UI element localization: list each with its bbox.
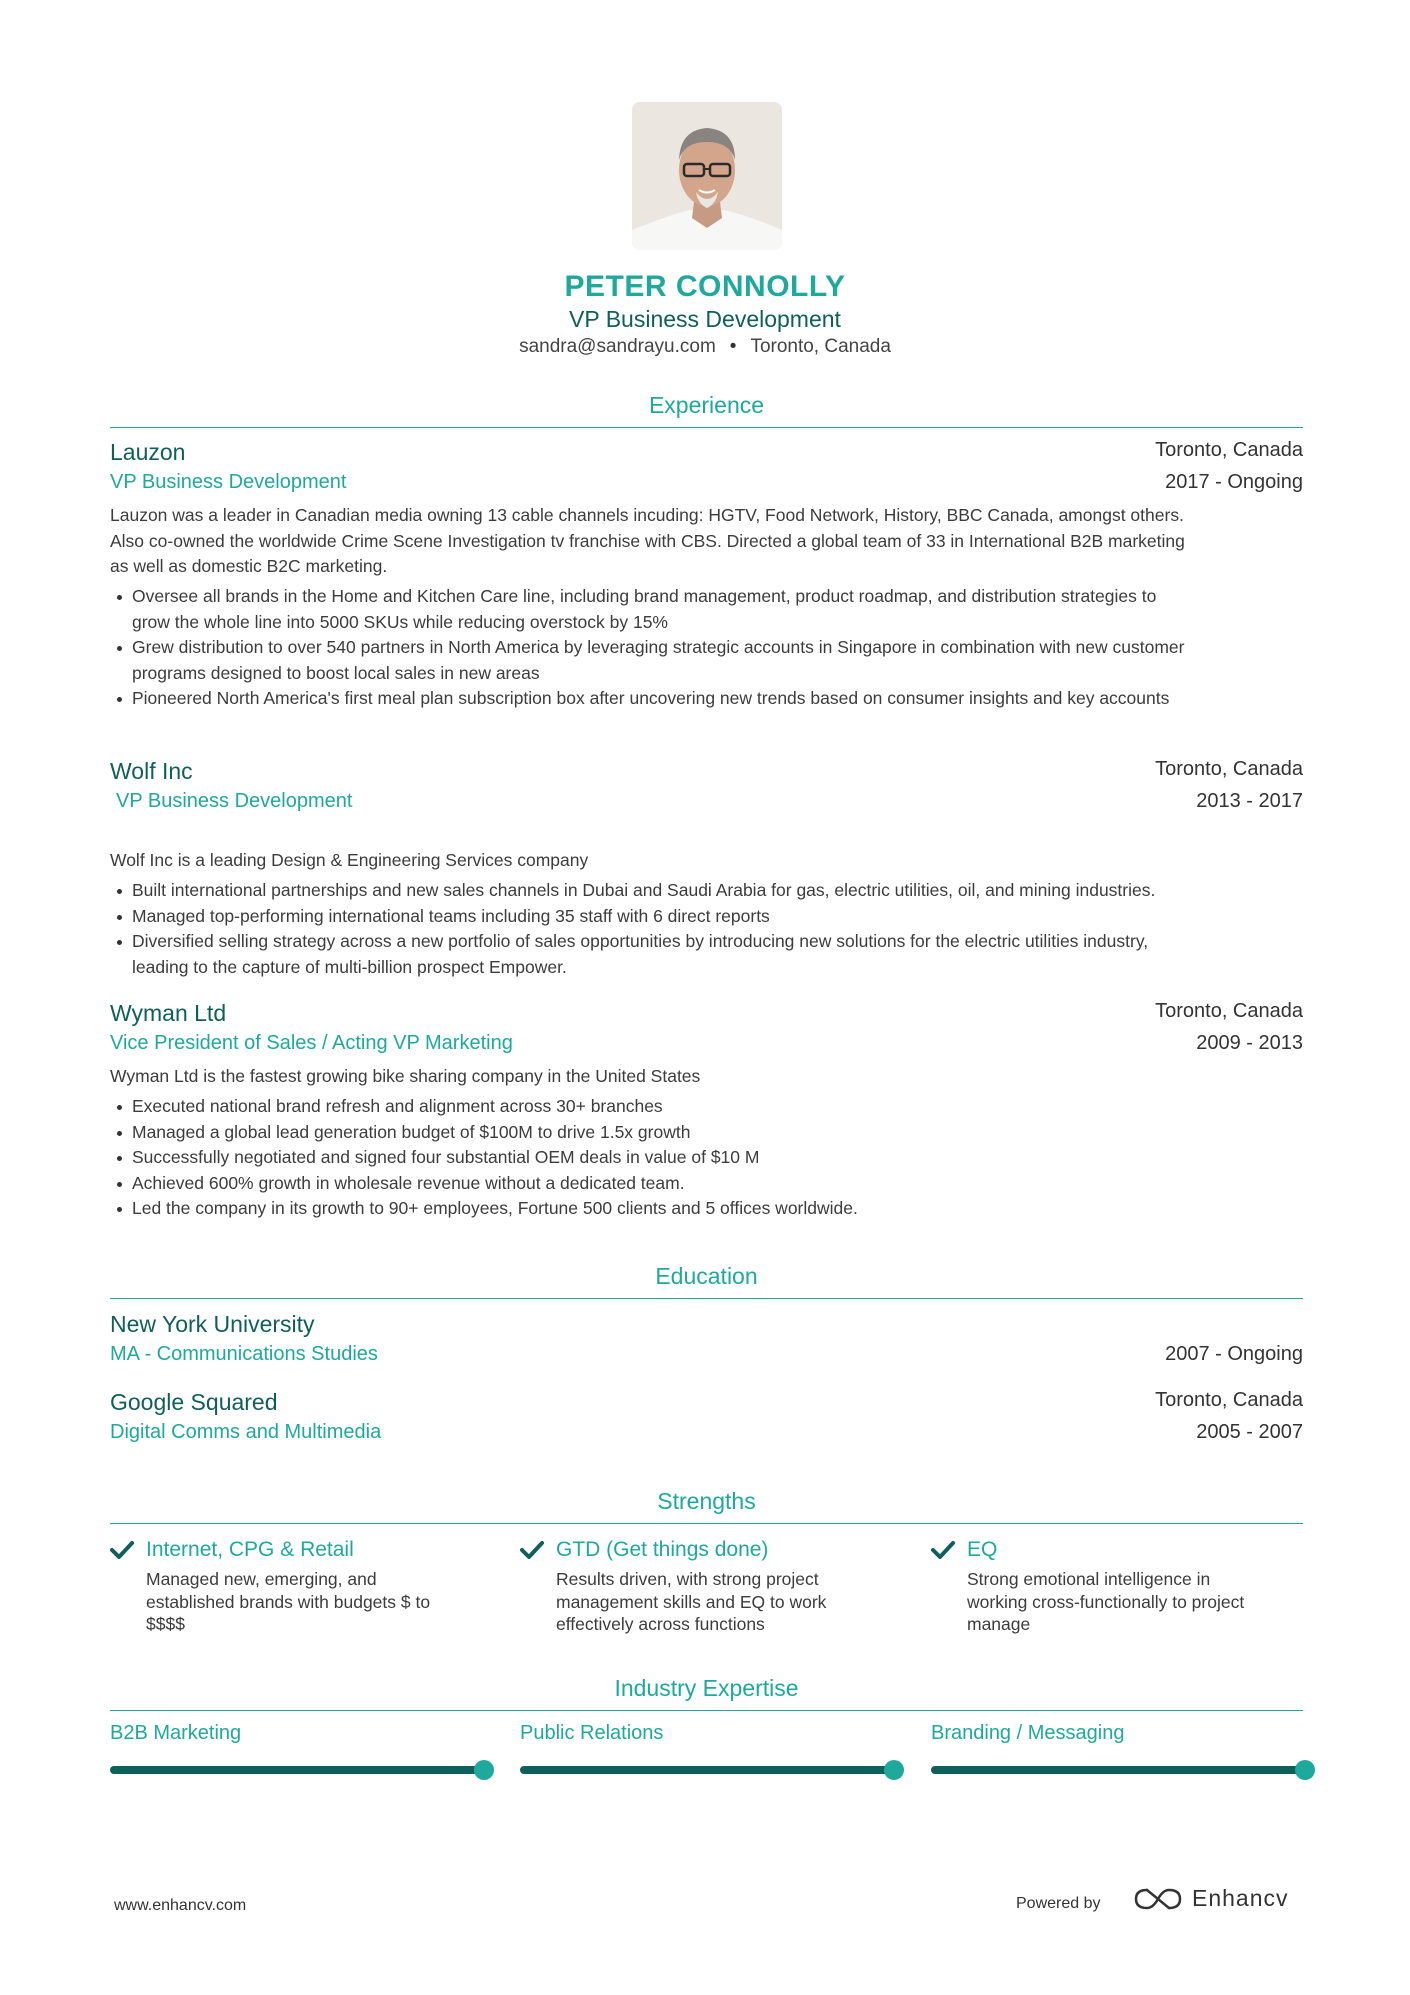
school-name: New York University xyxy=(110,1311,315,1337)
job-dates: 2017 - Ongoing xyxy=(1165,471,1303,493)
job-location: Toronto, Canada xyxy=(1155,439,1303,461)
company-name: Wolf Inc xyxy=(110,758,193,784)
footer-powered-by: Powered by xyxy=(1016,1895,1101,1912)
strength-title: EQ xyxy=(967,1538,998,1561)
bullet-item: Successfully negotiated and signed four substantial OEM deals in value of $10 M xyxy=(110,1145,1310,1171)
expertise-bar xyxy=(931,1766,1305,1774)
enhancv-logo-icon xyxy=(1133,1884,1183,1914)
expertise-bar xyxy=(520,1766,894,1774)
description-line: Wyman Ltd is the fastest growing bike sharing company in the United States xyxy=(110,1066,701,1086)
location-text: Toronto, Canada xyxy=(750,336,891,357)
description-line: Also co-owned the worldwide Crime Scene Investigation tv franchise with CBS. Directed a global team of 33 in International B2B marketing xyxy=(110,530,1185,551)
job-bullets xyxy=(110,878,1310,980)
section-title-experience: Experience xyxy=(648,392,765,418)
job-dates: 2009 - 2013 xyxy=(1196,1032,1303,1054)
section-divider xyxy=(110,427,1303,428)
job-subheader xyxy=(110,471,1303,499)
strength-description: Managed new, emerging, and established brands with budgets $ to $$$$ xyxy=(146,1569,431,1634)
education-dates: 2007 - Ongoing xyxy=(1165,1343,1303,1365)
strength-title: GTD (Get things done) xyxy=(556,1538,769,1561)
degree-name: MA - Communications Studies xyxy=(110,1343,378,1365)
section-divider xyxy=(110,1710,1303,1711)
school-name: Google Squared xyxy=(110,1389,278,1415)
education-header xyxy=(110,1311,1303,1341)
bullet-item: Grew distribution to over 540 partners in North America by leveraging strategic accounts in Singapore in combination with new customer programs designed to boost local sales in new areas xyxy=(110,635,1310,686)
job-description xyxy=(110,848,1303,874)
bullet-item: Led the company in its growth to 90+ employees, Fortune 500 clients and 5 offices worldwide. xyxy=(110,1196,1310,1222)
company-name: Lauzon xyxy=(110,439,186,465)
candidate-name: PETER CONNOLLY xyxy=(564,270,846,303)
degree-name: Digital Comms and Multimedia xyxy=(110,1421,382,1443)
expertise-knob xyxy=(474,1760,494,1780)
job-subheader xyxy=(110,790,1303,818)
bullet-item: Executed national brand refresh and alignment across 30+ branches xyxy=(110,1094,1310,1120)
education-location: Toronto, Canada xyxy=(1155,1389,1303,1411)
footer-website[interactable]: www.enhancv.com xyxy=(114,1897,247,1914)
strength-description: Results driven, with strong project management skills and EQ to work effectively across functions xyxy=(556,1569,827,1634)
job-bullets xyxy=(110,584,1310,712)
expertise-label: Public Relations xyxy=(520,1722,664,1744)
bullet-item: Built international partnerships and new sales channels in Dubai and Saudi Arabia for gas, electric utilities, oil, and mining industries. xyxy=(110,878,1310,904)
section-title-strengths: Strengths xyxy=(657,1488,756,1514)
company-name: Wyman Ltd xyxy=(110,1000,227,1026)
bullet-item: Achieved 600% growth in wholesale revenue without a dedicated team. xyxy=(110,1171,1310,1197)
bullet-item: Diversified selling strategy across a new portfolio of sales opportunities by introducing new solutions for the electric utilities industry, leading to the capture of multi-billion prospect Empower. xyxy=(110,929,1310,980)
job-header xyxy=(110,1000,1303,1030)
profile-photo xyxy=(632,102,782,250)
job-description xyxy=(110,1064,1303,1090)
education-header xyxy=(110,1389,1303,1419)
job-header xyxy=(110,758,1303,788)
check-icon xyxy=(110,1540,134,1560)
strength-title: Internet, CPG & Retail xyxy=(146,1538,354,1561)
section-title-education: Education xyxy=(655,1263,758,1289)
bullet-item: Managed a global lead generation budget of $100M to drive 1.5x growth xyxy=(110,1120,1310,1146)
job-subheader xyxy=(110,1032,1303,1060)
check-icon xyxy=(520,1540,544,1560)
bullet-item: Oversee all brands in the Home and Kitchen Care line, including brand management, product roadmap, and distribution strategies to grow the whole line into 5000 SKUs while reducing overstock by 15% xyxy=(110,584,1310,635)
job-description xyxy=(110,503,1303,580)
job-role: Vice President of Sales / Acting VP Marketing xyxy=(110,1032,513,1054)
job-role: VP Business Development xyxy=(110,471,347,493)
job-location: Toronto, Canada xyxy=(1155,758,1303,780)
job-dates: 2013 - 2017 xyxy=(1196,790,1303,812)
job-bullets xyxy=(110,1094,1310,1222)
section-title-expertise: Industry Expertise xyxy=(614,1675,799,1701)
job-header xyxy=(110,439,1303,469)
contact-separator: • xyxy=(729,336,737,357)
job-role: VP Business Development xyxy=(116,790,353,812)
enhancv-brand-text: Enhancv xyxy=(1192,1885,1289,1911)
education-dates: 2005 - 2007 xyxy=(1196,1421,1303,1443)
expertise-label: Branding / Messaging xyxy=(931,1722,1125,1744)
education-subheader xyxy=(110,1421,1303,1449)
candidate-title: VP Business Development xyxy=(569,306,841,332)
description-line: Lauzon was a leader in Canadian media owning 13 cable channels incuding: HGTV, Food Network, History, BBC Canada, amongst others. xyxy=(110,505,1184,525)
strength-description: Strong emotional intelligence in working cross-functionally to project manage xyxy=(967,1569,1245,1634)
bullet-item: Managed top-performing international teams including 35 staff with 6 direct reports xyxy=(110,904,1310,930)
section-divider xyxy=(110,1298,1303,1299)
section-divider xyxy=(110,1523,1303,1524)
bullet-item: Pioneered North America's first meal plan subscription box after uncovering new trends based on consumer insights and key accounts xyxy=(110,686,1310,712)
education-subheader xyxy=(110,1343,1303,1371)
check-icon xyxy=(931,1540,955,1560)
expertise-bar xyxy=(110,1766,484,1774)
expertise-label: B2B Marketing xyxy=(110,1722,242,1744)
description-line: as well as domestic B2C marketing. xyxy=(110,556,388,576)
job-location: Toronto, Canada xyxy=(1155,1000,1303,1022)
expertise-knob xyxy=(1295,1760,1315,1780)
description-line: Wolf Inc is a leading Design & Engineering Services company xyxy=(110,850,589,870)
expertise-knob xyxy=(884,1760,904,1780)
email-text: sandra@sandrayu.com xyxy=(519,336,716,357)
contact-line xyxy=(0,336,1410,358)
